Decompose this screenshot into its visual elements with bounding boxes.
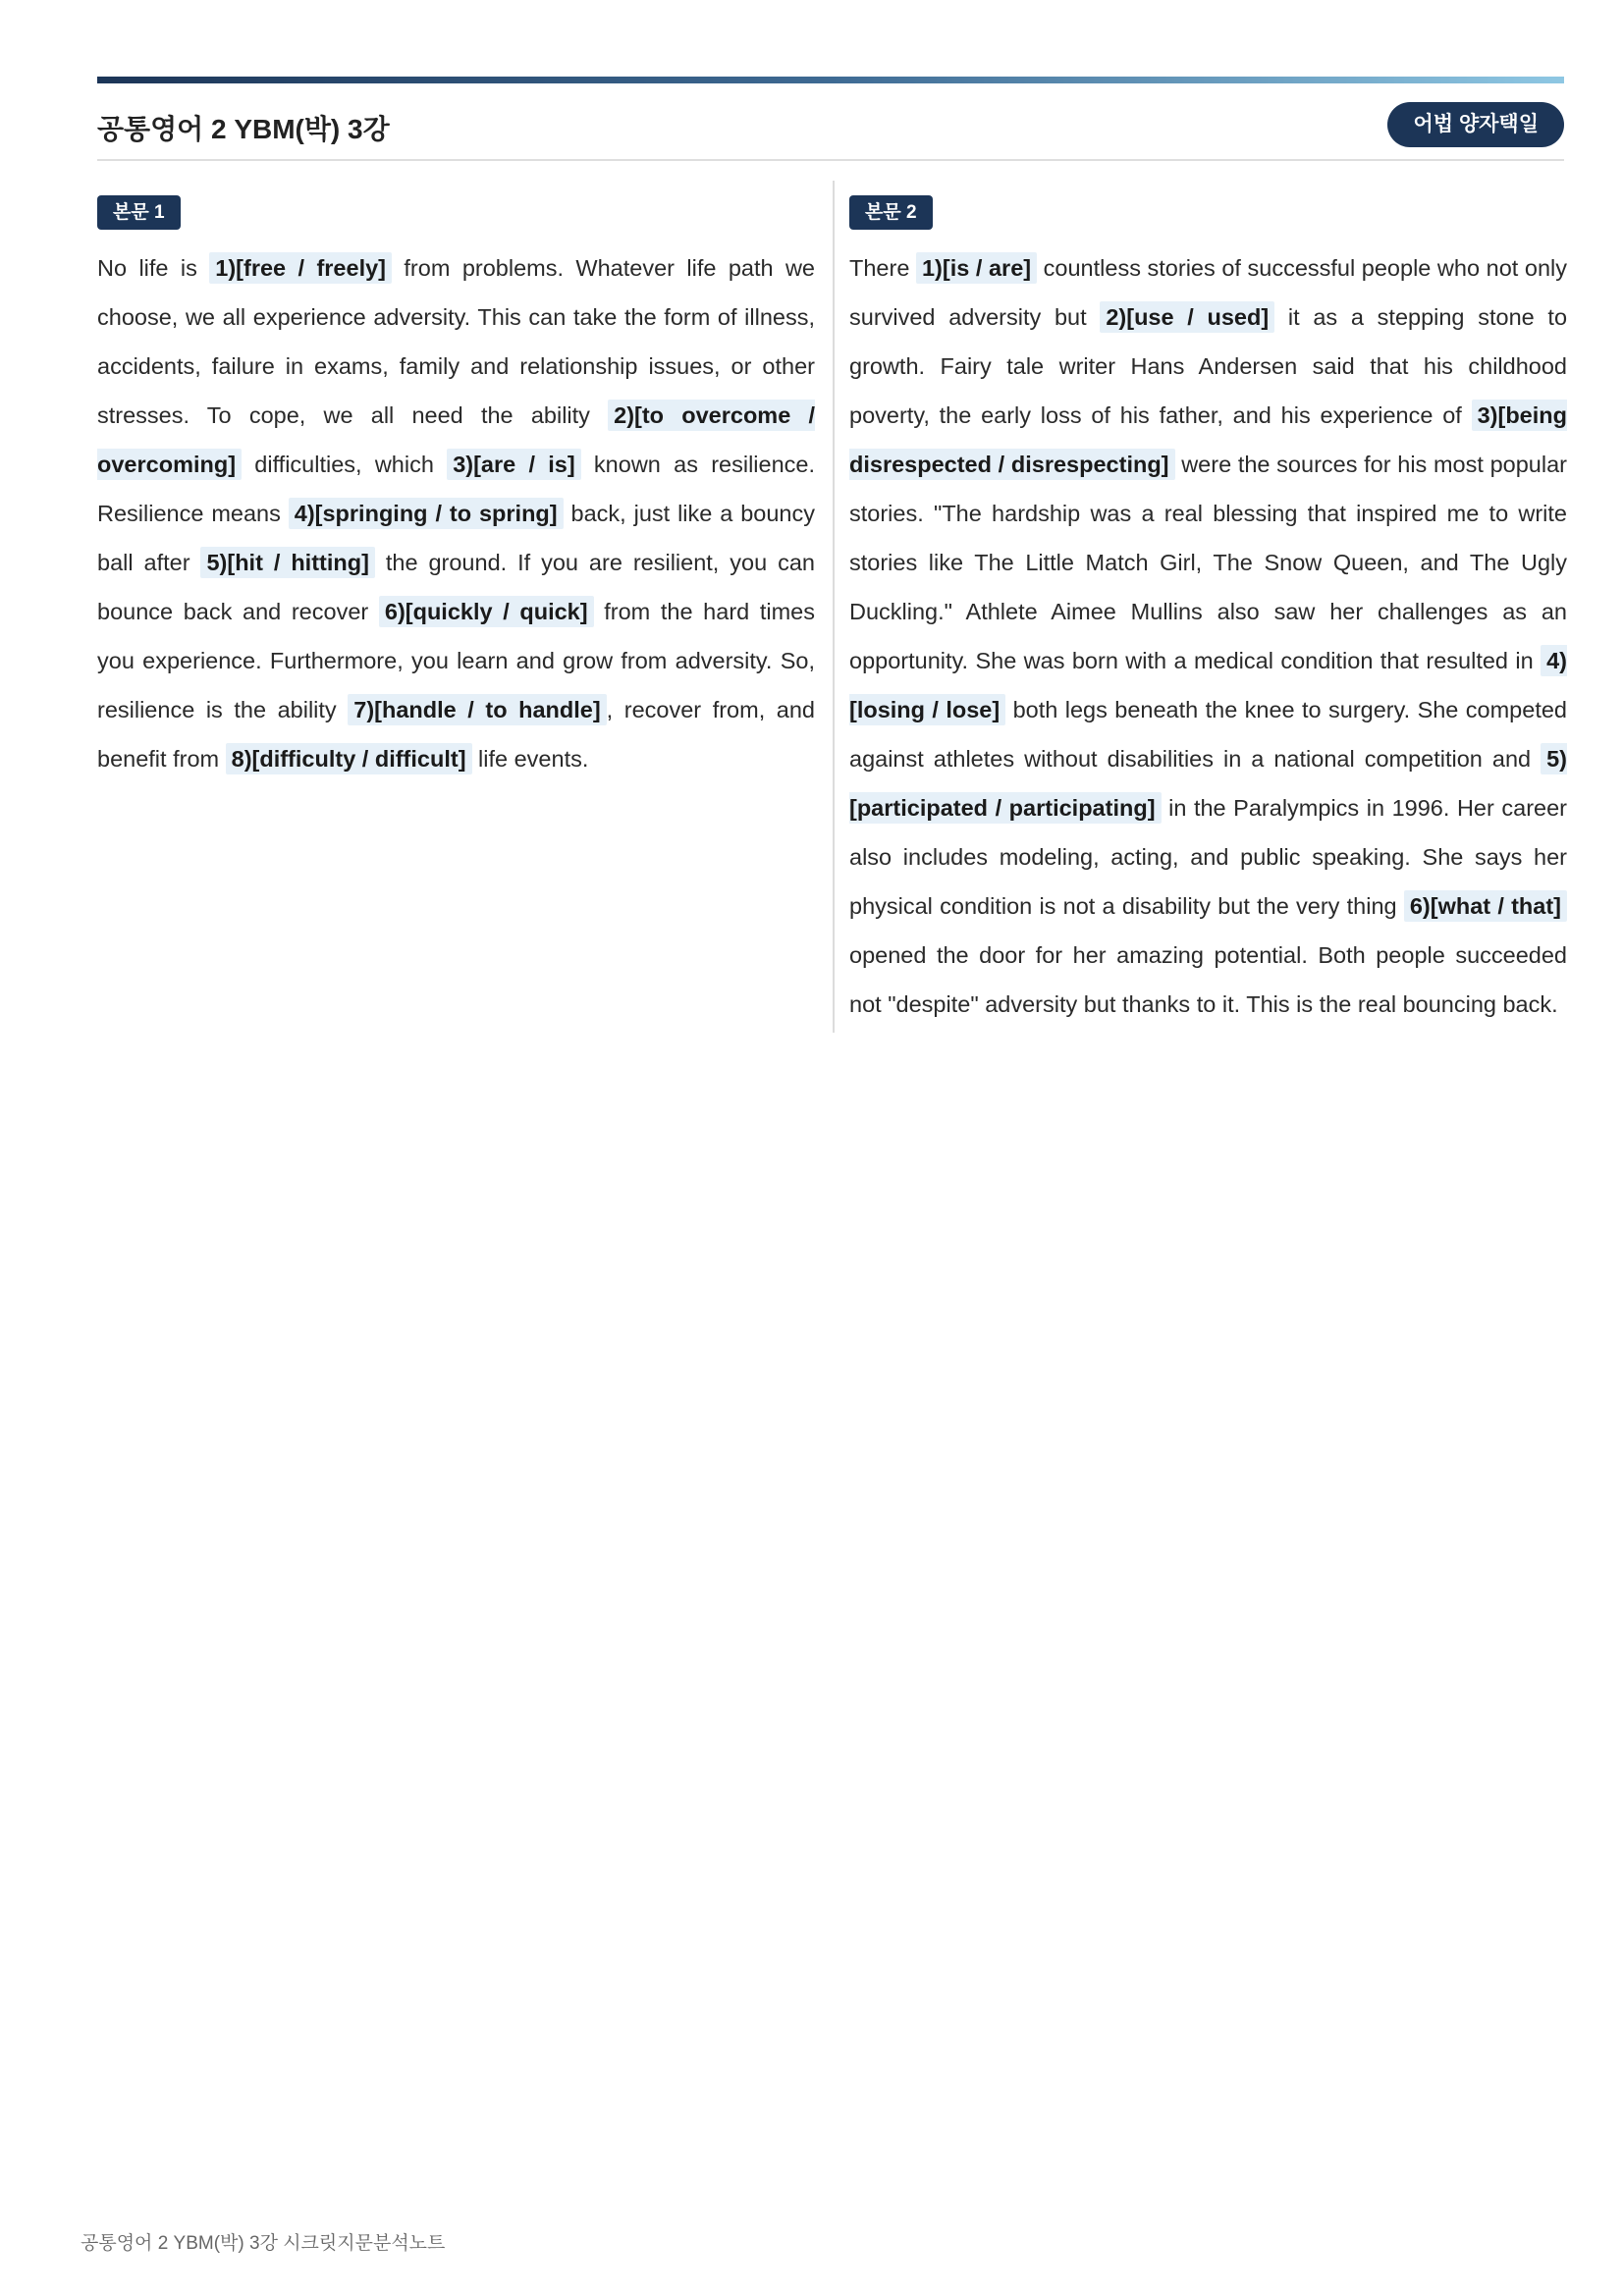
passage-text-segment: the ground. If you are resilient, you can bounce back and recover <box>97 550 815 624</box>
grammar-choice-blank: 3)[being disrespected / disrespecting] <box>849 400 1567 480</box>
passage-text-segment: from problems. Whatever life path we choose, we all experience adversity. This can take the form of illness, accidents, failure in exams, family and relationship issues, or other stresses. To cope, we all need the ability <box>97 255 816 428</box>
passage-text-segment: No life is <box>97 255 210 281</box>
passage-1-tag: 본문 1 <box>97 195 181 230</box>
page-title: 공통영어 2 YBM(박) 3강 <box>97 114 390 144</box>
passage-2-tag: 본문 2 <box>849 195 933 230</box>
grammar-choice-blank: 8)[difficulty / difficult] <box>226 743 472 774</box>
passage-text-segment: difficulties, which <box>242 452 448 477</box>
header-accent-bar <box>97 77 1564 83</box>
passage-2-text <box>849 243 1567 1029</box>
passage-text-segment: both legs beneath the knee to surgery. She competed against athletes without disabilities in a national competition and <box>849 697 1567 772</box>
grammar-choice-blank: 5)[participated / participating] <box>849 743 1567 824</box>
passage-text-segment: known as resilience. Resilience means <box>97 452 815 526</box>
grammar-choice-blank: 7)[handle / to handle] <box>348 694 606 725</box>
passage-text-segment: There <box>849 255 916 281</box>
page-footer: 공통영어 2 YBM(박) 3강 시크릿지문분석노트 <box>81 2233 446 2254</box>
passage-text-segment: in the Paralympics in 1996. Her career also includes modeling, acting, and public speaking. She says her physical condition is not a disability but the very thing <box>849 795 1567 919</box>
passage-text-segment: were the sources for his most popular stories. "The hardship was a real blessing that inspired me to write stories like The Little Match Girl, The Snow Queen, and The Ugly Duckling." Athlete Aimee Mullins also saw her challenges as an opportunity. She was born with a medical condition that resulted in <box>849 452 1567 673</box>
grammar-choice-blank: 2)[use / used] <box>1100 301 1274 333</box>
grammar-choice-blank: 6)[what / that] <box>1404 890 1567 922</box>
passage-text-segment: it as a stepping stone to growth. Fairy tale writer Hans Andersen said that his childhood poverty, the early loss of his father, and his experience of <box>849 304 1568 428</box>
grammar-choice-blank: 3)[are / is] <box>447 449 580 480</box>
passage-1-text <box>97 243 815 783</box>
column-divider <box>833 181 835 1033</box>
grammar-choice-blank: 4)[springing / to spring] <box>289 498 564 529</box>
grammar-choice-blank: 2)[to overcome / overcoming] <box>97 400 815 480</box>
passage-1-column <box>97 195 815 783</box>
passage-text-segment: back, just like a bouncy ball after <box>97 501 815 575</box>
passage-text-segment: opened the door for her amazing potential. Both people succeeded not "despite" adversity but thanks to it. This is the real bouncing back. <box>849 942 1567 1017</box>
page-header <box>97 98 1564 161</box>
passage-text-segment: countless stories of successful people who not only survived adversity but <box>849 255 1567 330</box>
passage-text-segment: , recover from, and benefit from <box>97 697 815 772</box>
passage-text-segment: from the hard times you experience. Furthermore, you learn and grow from adversity. So, resilience is the ability <box>97 599 815 722</box>
grammar-choice-blank: 5)[hit / hitting] <box>200 547 374 578</box>
grammar-choice-blank: 4)[losing / lose] <box>849 645 1567 725</box>
passage-text-segment: life events. <box>471 746 589 772</box>
passage-2-column <box>849 195 1567 1029</box>
grammar-choice-blank: 6)[quickly / quick] <box>379 596 594 627</box>
grammar-choice-blank: 1)[free / freely] <box>209 252 392 284</box>
exercise-type-badge: 어법 양자택일 <box>1387 102 1564 147</box>
grammar-choice-blank: 1)[is / are] <box>916 252 1037 284</box>
